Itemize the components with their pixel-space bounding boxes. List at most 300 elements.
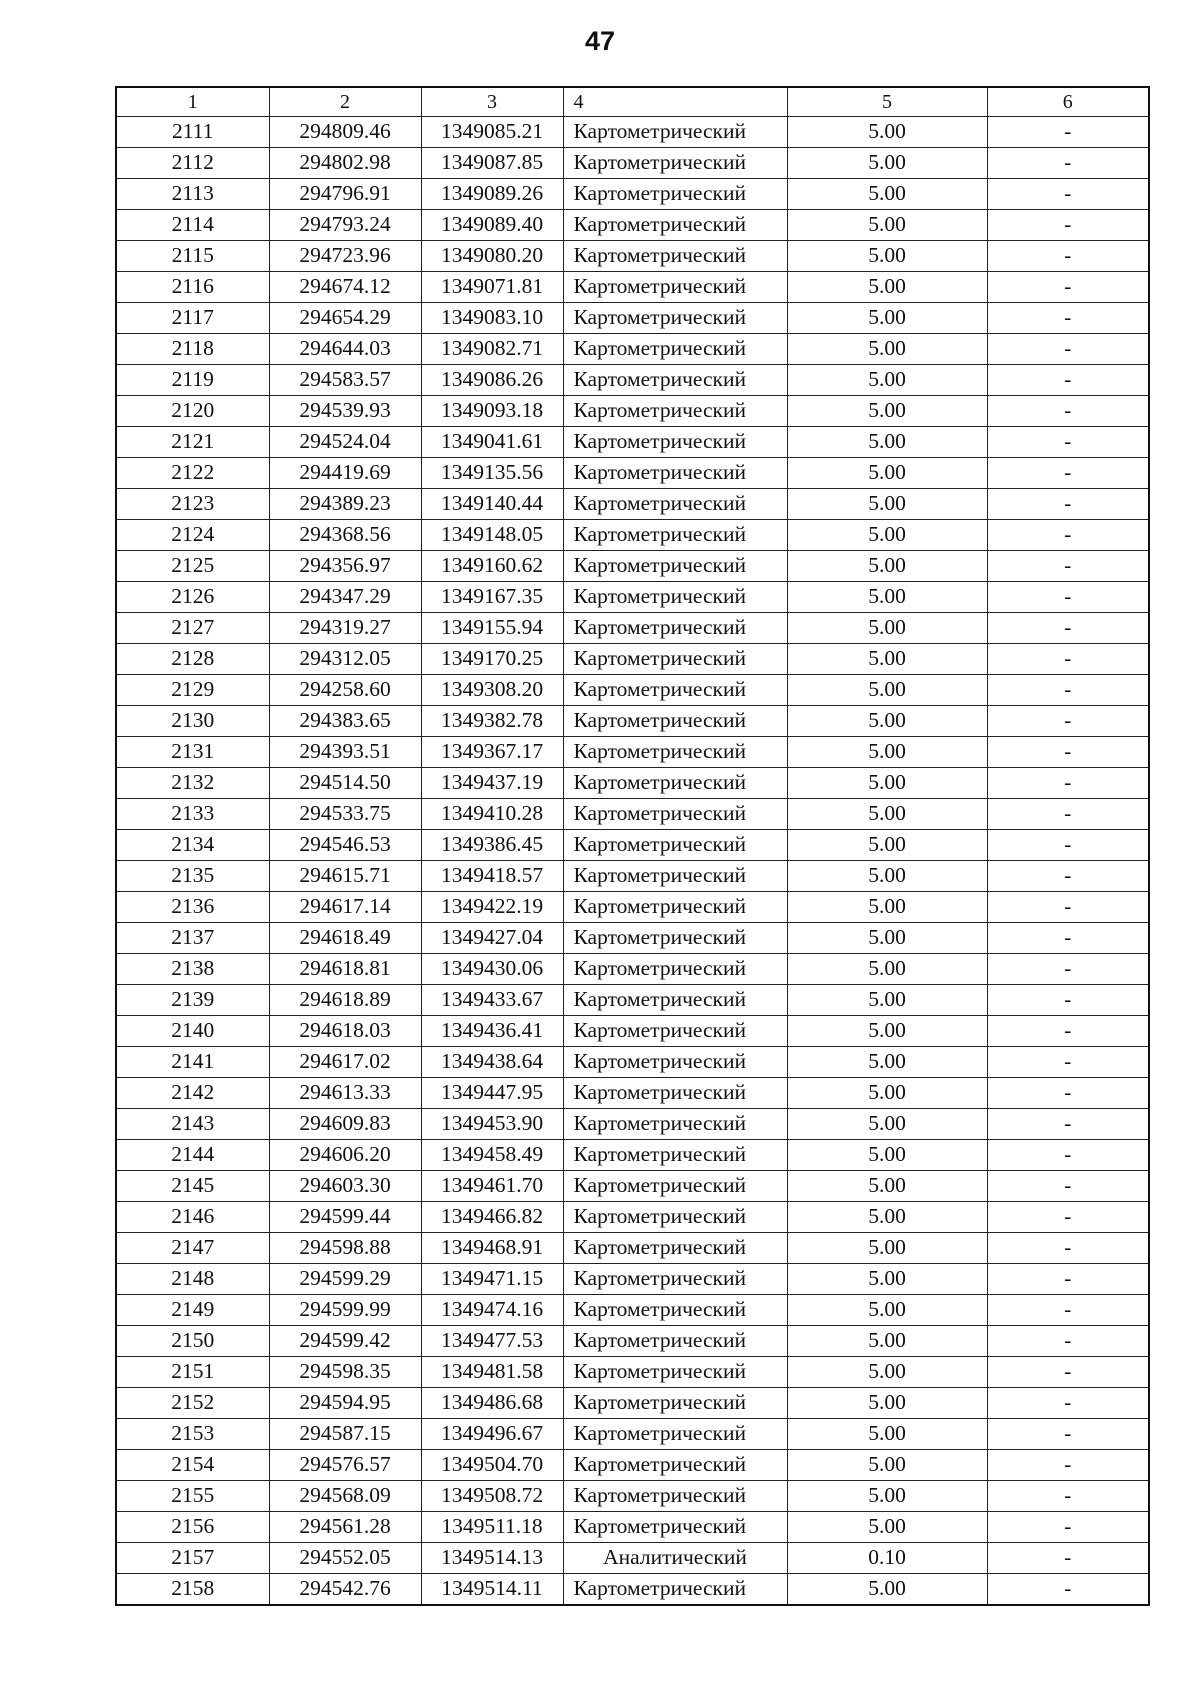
cell-method: Картометрический [563, 427, 787, 458]
cell-method: Картометрический [563, 1016, 787, 1047]
cell-method: Картометрический [563, 210, 787, 241]
cell-note: - [987, 1109, 1149, 1140]
cell-y-coordinate: 1349458.49 [421, 1140, 563, 1171]
cell-note: - [987, 861, 1149, 892]
cell-x-coordinate: 294576.57 [269, 1450, 421, 1481]
cell-x-coordinate: 294539.93 [269, 396, 421, 427]
cell-accuracy: 5.00 [787, 179, 987, 210]
cell-x-coordinate: 294603.30 [269, 1171, 421, 1202]
cell-note: - [987, 768, 1149, 799]
table-row [116, 923, 1149, 954]
cell-y-coordinate: 1349418.57 [421, 861, 563, 892]
cell-x-coordinate: 294319.27 [269, 613, 421, 644]
table-row [116, 675, 1149, 706]
cell-note: - [987, 799, 1149, 830]
cell-y-coordinate: 1349086.26 [421, 365, 563, 396]
table-row [116, 644, 1149, 675]
table-row [116, 737, 1149, 768]
cell-note: - [987, 1016, 1149, 1047]
cell-method: Аналитический [563, 1543, 787, 1574]
cell-accuracy: 5.00 [787, 923, 987, 954]
cell-note: - [987, 892, 1149, 923]
cell-point-number: 2116 [116, 272, 269, 303]
cell-point-number: 2135 [116, 861, 269, 892]
cell-method: Картометрический [563, 1202, 787, 1233]
table-row [116, 1109, 1149, 1140]
table-row [116, 396, 1149, 427]
cell-x-coordinate: 294723.96 [269, 241, 421, 272]
table-row [116, 799, 1149, 830]
cell-accuracy: 5.00 [787, 1078, 987, 1109]
cell-point-number: 2140 [116, 1016, 269, 1047]
table-row [116, 458, 1149, 489]
cell-point-number: 2127 [116, 613, 269, 644]
cell-note: - [987, 1233, 1149, 1264]
cell-note: - [987, 1140, 1149, 1171]
cell-method: Картометрический [563, 1047, 787, 1078]
cell-point-number: 2141 [116, 1047, 269, 1078]
cell-method: Картометрический [563, 1171, 787, 1202]
table-header [116, 87, 1149, 117]
cell-method: Картометрический [563, 272, 787, 303]
cell-x-coordinate: 294533.75 [269, 799, 421, 830]
cell-y-coordinate: 1349453.90 [421, 1109, 563, 1140]
cell-x-coordinate: 294599.42 [269, 1326, 421, 1357]
cell-note: - [987, 706, 1149, 737]
table-row [116, 1419, 1149, 1450]
cell-point-number: 2154 [116, 1450, 269, 1481]
cell-method: Картометрический [563, 644, 787, 675]
cell-method: Картометрический [563, 1078, 787, 1109]
cell-y-coordinate: 1349436.41 [421, 1016, 563, 1047]
table-row [116, 241, 1149, 272]
cell-note: - [987, 613, 1149, 644]
cell-method: Картометрический [563, 675, 787, 706]
cell-accuracy: 5.00 [787, 1574, 987, 1606]
cell-accuracy: 5.00 [787, 1233, 987, 1264]
cell-point-number: 2111 [116, 117, 269, 148]
cell-method: Картометрический [563, 117, 787, 148]
table-row [116, 1047, 1149, 1078]
cell-accuracy: 5.00 [787, 644, 987, 675]
cell-note: - [987, 520, 1149, 551]
cell-point-number: 2120 [116, 396, 269, 427]
cell-accuracy: 5.00 [787, 520, 987, 551]
cell-accuracy: 5.00 [787, 1047, 987, 1078]
table-row [116, 148, 1149, 179]
cell-accuracy: 5.00 [787, 458, 987, 489]
table-row [116, 117, 1149, 148]
table-row [116, 1543, 1149, 1574]
cell-y-coordinate: 1349041.61 [421, 427, 563, 458]
cell-point-number: 2112 [116, 148, 269, 179]
table-row [116, 179, 1149, 210]
cell-accuracy: 5.00 [787, 303, 987, 334]
cell-accuracy: 5.00 [787, 241, 987, 272]
cell-accuracy: 5.00 [787, 706, 987, 737]
cell-point-number: 2157 [116, 1543, 269, 1574]
table-row [116, 1388, 1149, 1419]
table-row [116, 1264, 1149, 1295]
cell-accuracy: 5.00 [787, 1171, 987, 1202]
cell-y-coordinate: 1349514.13 [421, 1543, 563, 1574]
table-row [116, 520, 1149, 551]
coordinates-table [115, 86, 1150, 1606]
cell-note: - [987, 179, 1149, 210]
cell-accuracy: 0.10 [787, 1543, 987, 1574]
cell-y-coordinate: 1349082.71 [421, 334, 563, 365]
cell-x-coordinate: 294599.44 [269, 1202, 421, 1233]
cell-point-number: 2150 [116, 1326, 269, 1357]
cell-point-number: 2142 [116, 1078, 269, 1109]
cell-accuracy: 5.00 [787, 365, 987, 396]
cell-point-number: 2123 [116, 489, 269, 520]
cell-y-coordinate: 1349140.44 [421, 489, 563, 520]
cell-method: Картометрический [563, 923, 787, 954]
cell-note: - [987, 303, 1149, 334]
cell-y-coordinate: 1349514.11 [421, 1574, 563, 1606]
cell-method: Картометрический [563, 1419, 787, 1450]
cell-method: Картометрический [563, 799, 787, 830]
cell-point-number: 2128 [116, 644, 269, 675]
cell-x-coordinate: 294568.09 [269, 1481, 421, 1512]
cell-accuracy: 5.00 [787, 1016, 987, 1047]
cell-y-coordinate: 1349386.45 [421, 830, 563, 861]
cell-point-number: 2125 [116, 551, 269, 582]
cell-y-coordinate: 1349170.25 [421, 644, 563, 675]
cell-x-coordinate: 294618.03 [269, 1016, 421, 1047]
table-row [116, 954, 1149, 985]
cell-accuracy: 5.00 [787, 613, 987, 644]
cell-note: - [987, 923, 1149, 954]
cell-note: - [987, 365, 1149, 396]
cell-point-number: 2126 [116, 582, 269, 613]
cell-note: - [987, 644, 1149, 675]
cell-note: - [987, 1326, 1149, 1357]
cell-x-coordinate: 294561.28 [269, 1512, 421, 1543]
cell-method: Картометрический [563, 582, 787, 613]
cell-accuracy: 5.00 [787, 1140, 987, 1171]
cell-method: Картометрический [563, 737, 787, 768]
cell-y-coordinate: 1349433.67 [421, 985, 563, 1016]
cell-y-coordinate: 1349437.19 [421, 768, 563, 799]
cell-point-number: 2132 [116, 768, 269, 799]
column-header-col-2: 2 [269, 87, 421, 117]
cell-y-coordinate: 1349083.10 [421, 303, 563, 334]
cell-note: - [987, 458, 1149, 489]
table-row [116, 1357, 1149, 1388]
table-row [116, 1481, 1149, 1512]
cell-method: Картометрический [563, 365, 787, 396]
cell-y-coordinate: 1349427.04 [421, 923, 563, 954]
cell-accuracy: 5.00 [787, 892, 987, 923]
cell-y-coordinate: 1349422.19 [421, 892, 563, 923]
cell-note: - [987, 148, 1149, 179]
cell-method: Картометрический [563, 1574, 787, 1606]
cell-accuracy: 5.00 [787, 985, 987, 1016]
table-row [116, 1326, 1149, 1357]
table-row [116, 892, 1149, 923]
cell-point-number: 2129 [116, 675, 269, 706]
cell-y-coordinate: 1349461.70 [421, 1171, 563, 1202]
cell-accuracy: 5.00 [787, 954, 987, 985]
table-header-row [116, 87, 1149, 117]
cell-point-number: 2138 [116, 954, 269, 985]
cell-accuracy: 5.00 [787, 830, 987, 861]
cell-point-number: 2139 [116, 985, 269, 1016]
cell-x-coordinate: 294796.91 [269, 179, 421, 210]
cell-accuracy: 5.00 [787, 768, 987, 799]
cell-method: Картометрический [563, 396, 787, 427]
cell-point-number: 2149 [116, 1295, 269, 1326]
cell-x-coordinate: 294613.33 [269, 1078, 421, 1109]
cell-accuracy: 5.00 [787, 861, 987, 892]
page-number: 47 [584, 26, 616, 56]
cell-y-coordinate: 1349447.95 [421, 1078, 563, 1109]
cell-accuracy: 5.00 [787, 582, 987, 613]
cell-note: - [987, 1295, 1149, 1326]
table-row [116, 582, 1149, 613]
cell-accuracy: 5.00 [787, 148, 987, 179]
cell-point-number: 2119 [116, 365, 269, 396]
cell-x-coordinate: 294393.51 [269, 737, 421, 768]
cell-x-coordinate: 294802.98 [269, 148, 421, 179]
cell-note: - [987, 954, 1149, 985]
cell-y-coordinate: 1349155.94 [421, 613, 563, 644]
table-row [116, 1078, 1149, 1109]
cell-point-number: 2124 [116, 520, 269, 551]
cell-note: - [987, 551, 1149, 582]
cell-point-number: 2131 [116, 737, 269, 768]
cell-point-number: 2136 [116, 892, 269, 923]
cell-note: - [987, 582, 1149, 613]
column-header-col-6: 6 [987, 87, 1149, 117]
cell-method: Картометрический [563, 985, 787, 1016]
cell-note: - [987, 830, 1149, 861]
table-row [116, 1295, 1149, 1326]
cell-note: - [987, 1264, 1149, 1295]
cell-point-number: 2122 [116, 458, 269, 489]
cell-note: - [987, 1481, 1149, 1512]
cell-note: - [987, 241, 1149, 272]
cell-method: Картометрический [563, 520, 787, 551]
cell-method: Картометрический [563, 489, 787, 520]
cell-note: - [987, 272, 1149, 303]
cell-x-coordinate: 294617.14 [269, 892, 421, 923]
table-row [116, 489, 1149, 520]
cell-method: Картометрический [563, 1357, 787, 1388]
cell-accuracy: 5.00 [787, 1109, 987, 1140]
cell-point-number: 2134 [116, 830, 269, 861]
cell-method: Картометрический [563, 458, 787, 489]
cell-point-number: 2137 [116, 923, 269, 954]
cell-accuracy: 5.00 [787, 334, 987, 365]
table-row [116, 427, 1149, 458]
table-row [116, 706, 1149, 737]
cell-note: - [987, 985, 1149, 1016]
cell-y-coordinate: 1349496.67 [421, 1419, 563, 1450]
cell-accuracy: 5.00 [787, 551, 987, 582]
cell-y-coordinate: 1349085.21 [421, 117, 563, 148]
cell-x-coordinate: 294599.99 [269, 1295, 421, 1326]
table-row [116, 272, 1149, 303]
cell-method: Картометрический [563, 1388, 787, 1419]
cell-x-coordinate: 294383.65 [269, 706, 421, 737]
cell-point-number: 2145 [116, 1171, 269, 1202]
cell-accuracy: 5.00 [787, 1264, 987, 1295]
cell-note: - [987, 396, 1149, 427]
cell-accuracy: 5.00 [787, 210, 987, 241]
cell-x-coordinate: 294618.89 [269, 985, 421, 1016]
cell-y-coordinate: 1349474.16 [421, 1295, 563, 1326]
cell-x-coordinate: 294617.02 [269, 1047, 421, 1078]
table-row [116, 1171, 1149, 1202]
table-row [116, 861, 1149, 892]
column-header-col-3: 3 [421, 87, 563, 117]
cell-y-coordinate: 1349089.26 [421, 179, 563, 210]
cell-point-number: 2146 [116, 1202, 269, 1233]
cell-x-coordinate: 294419.69 [269, 458, 421, 489]
cell-note: - [987, 1574, 1149, 1606]
cell-method: Картометрический [563, 861, 787, 892]
cell-x-coordinate: 294514.50 [269, 768, 421, 799]
cell-x-coordinate: 294606.20 [269, 1140, 421, 1171]
table-row [116, 1202, 1149, 1233]
cell-x-coordinate: 294312.05 [269, 644, 421, 675]
cell-x-coordinate: 294258.60 [269, 675, 421, 706]
cell-note: - [987, 675, 1149, 706]
cell-point-number: 2153 [116, 1419, 269, 1450]
cell-y-coordinate: 1349471.15 [421, 1264, 563, 1295]
cell-x-coordinate: 294356.97 [269, 551, 421, 582]
cell-note: - [987, 1543, 1149, 1574]
cell-note: - [987, 117, 1149, 148]
cell-accuracy: 5.00 [787, 1512, 987, 1543]
cell-accuracy: 5.00 [787, 1388, 987, 1419]
cell-method: Картометрический [563, 1481, 787, 1512]
cell-accuracy: 5.00 [787, 1481, 987, 1512]
cell-method: Картометрический [563, 179, 787, 210]
cell-note: - [987, 1388, 1149, 1419]
cell-y-coordinate: 1349438.64 [421, 1047, 563, 1078]
cell-x-coordinate: 294609.83 [269, 1109, 421, 1140]
cell-accuracy: 5.00 [787, 1450, 987, 1481]
cell-y-coordinate: 1349511.18 [421, 1512, 563, 1543]
table-row [116, 985, 1149, 1016]
table-row [116, 1140, 1149, 1171]
cell-method: Картометрический [563, 241, 787, 272]
cell-y-coordinate: 1349087.85 [421, 148, 563, 179]
cell-method: Картометрический [563, 1264, 787, 1295]
cell-method: Картометрический [563, 1512, 787, 1543]
cell-note: - [987, 334, 1149, 365]
cell-note: - [987, 489, 1149, 520]
cell-point-number: 2155 [116, 1481, 269, 1512]
cell-y-coordinate: 1349468.91 [421, 1233, 563, 1264]
cell-accuracy: 5.00 [787, 799, 987, 830]
cell-point-number: 2143 [116, 1109, 269, 1140]
table-row [116, 1574, 1149, 1606]
cell-y-coordinate: 1349135.56 [421, 458, 563, 489]
column-header-col-4: 4 [563, 87, 787, 117]
cell-x-coordinate: 294615.71 [269, 861, 421, 892]
cell-method: Картометрический [563, 551, 787, 582]
cell-x-coordinate: 294542.76 [269, 1574, 421, 1606]
cell-method: Картометрический [563, 613, 787, 644]
cell-x-coordinate: 294546.53 [269, 830, 421, 861]
cell-accuracy: 5.00 [787, 1357, 987, 1388]
cell-accuracy: 5.00 [787, 427, 987, 458]
cell-x-coordinate: 294587.15 [269, 1419, 421, 1450]
cell-note: - [987, 210, 1149, 241]
cell-method: Картометрический [563, 303, 787, 334]
cell-point-number: 2117 [116, 303, 269, 334]
table-row [116, 1016, 1149, 1047]
cell-method: Картометрический [563, 1450, 787, 1481]
cell-y-coordinate: 1349508.72 [421, 1481, 563, 1512]
cell-method: Картометрический [563, 1140, 787, 1171]
cell-x-coordinate: 294598.88 [269, 1233, 421, 1264]
cell-method: Картометрический [563, 830, 787, 861]
cell-y-coordinate: 1349080.20 [421, 241, 563, 272]
table-row [116, 365, 1149, 396]
cell-point-number: 2133 [116, 799, 269, 830]
cell-point-number: 2158 [116, 1574, 269, 1606]
cell-x-coordinate: 294598.35 [269, 1357, 421, 1388]
cell-y-coordinate: 1349308.20 [421, 675, 563, 706]
cell-point-number: 2114 [116, 210, 269, 241]
cell-x-coordinate: 294594.95 [269, 1388, 421, 1419]
cell-x-coordinate: 294809.46 [269, 117, 421, 148]
cell-y-coordinate: 1349089.40 [421, 210, 563, 241]
cell-point-number: 2113 [116, 179, 269, 210]
table-row [116, 613, 1149, 644]
cell-note: - [987, 427, 1149, 458]
cell-x-coordinate: 294674.12 [269, 272, 421, 303]
cell-method: Картометрический [563, 148, 787, 179]
table-row [116, 830, 1149, 861]
cell-x-coordinate: 294793.24 [269, 210, 421, 241]
cell-accuracy: 5.00 [787, 1326, 987, 1357]
cell-point-number: 2130 [116, 706, 269, 737]
cell-point-number: 2144 [116, 1140, 269, 1171]
cell-method: Картометрический [563, 1326, 787, 1357]
cell-y-coordinate: 1349481.58 [421, 1357, 563, 1388]
cell-note: - [987, 1047, 1149, 1078]
cell-x-coordinate: 294618.81 [269, 954, 421, 985]
cell-point-number: 2147 [116, 1233, 269, 1264]
cell-y-coordinate: 1349466.82 [421, 1202, 563, 1233]
table-row [116, 1450, 1149, 1481]
cell-y-coordinate: 1349486.68 [421, 1388, 563, 1419]
table-row [116, 1233, 1149, 1264]
cell-note: - [987, 1512, 1149, 1543]
cell-x-coordinate: 294583.57 [269, 365, 421, 396]
cell-note: - [987, 737, 1149, 768]
cell-y-coordinate: 1349504.70 [421, 1450, 563, 1481]
cell-accuracy: 5.00 [787, 675, 987, 706]
cell-note: - [987, 1450, 1149, 1481]
cell-x-coordinate: 294347.29 [269, 582, 421, 613]
cell-x-coordinate: 294368.56 [269, 520, 421, 551]
cell-method: Картометрический [563, 954, 787, 985]
cell-method: Картометрический [563, 706, 787, 737]
cell-x-coordinate: 294599.29 [269, 1264, 421, 1295]
cell-y-coordinate: 1349071.81 [421, 272, 563, 303]
cell-point-number: 2115 [116, 241, 269, 272]
cell-method: Картометрический [563, 768, 787, 799]
cell-x-coordinate: 294389.23 [269, 489, 421, 520]
